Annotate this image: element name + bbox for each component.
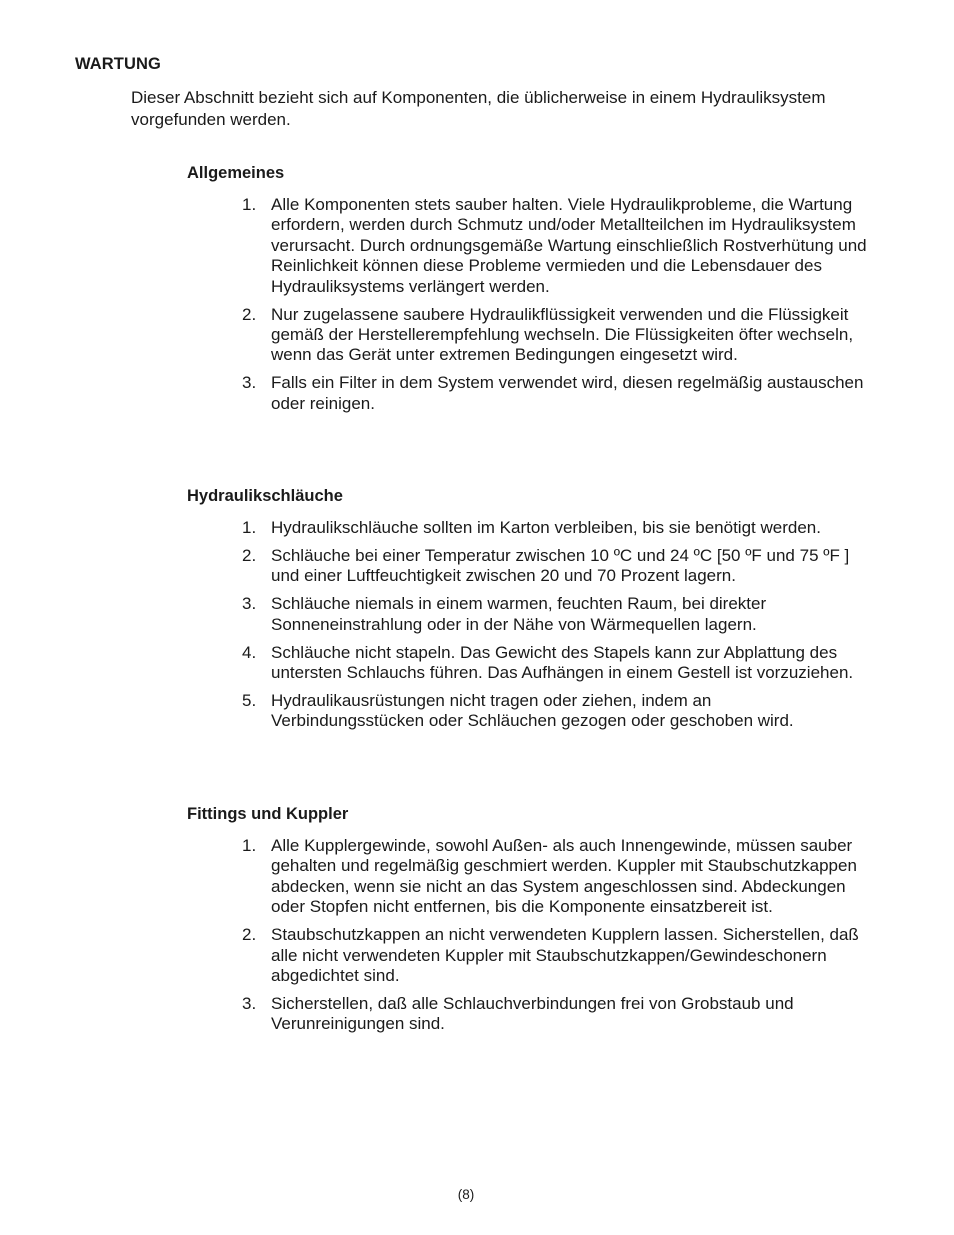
list-item-text: Hydraulikausrüstungen nicht tragen oder ziehen, indem an Verbindungsstücken oder Schläuchen gezogen oder geschoben wird. xyxy=(271,690,794,731)
list-item-text: Schläuche nicht stapeln. Das Gewicht des Stapels kann zur Abplattung des untersten Schlauchs führen. Das Aufhängen in einem Gestell ist vorzuziehen. xyxy=(271,642,854,682)
list-item-text: Nur zugelassene saubere Hydraulikflüssigkeit verwenden und die Flüssigkeit gemäß der Herstellerempfehlung wechseln. Die Flüssigkeiten öfter wechseln, wenn das Gerät unter extremen Bedingungen eingesetzt wird. xyxy=(271,304,854,365)
section-heading: Fittings und Kuppler xyxy=(187,805,349,823)
section-heading: Allgemeines xyxy=(187,164,285,182)
section-heading: Hydraulikschläuche xyxy=(187,487,343,505)
page-number: (8) xyxy=(457,1187,475,1202)
list-item xyxy=(187,594,867,635)
list-item xyxy=(187,518,867,538)
list-item xyxy=(187,643,867,684)
list-item-number: 4. xyxy=(242,642,257,662)
section-allgemeines xyxy=(187,163,867,422)
list-item xyxy=(187,305,867,366)
list-item-number: 3. xyxy=(242,594,257,614)
list-item xyxy=(187,925,867,986)
list-item-text: Falls ein Filter in dem System verwendet wird, diesen regelmäßig austauschen oder reinigen. xyxy=(271,373,864,413)
list-item-number: 1. xyxy=(242,836,257,855)
list-item-text: Alle Kupplergewinde, sowohl Außen- als auch Innengewinde, müssen sauber gehalten und regelmäßig geschmiert werden. Kuppler mit Staubschutzkappen abdecken, wenn sie nicht an das System angeschlossen sind. Abdeckungen oder Stopfen nicht entfernen, bis die Komponente einsatzbereit ist. xyxy=(271,836,857,917)
list-item-number: 2. xyxy=(242,925,257,945)
list-item xyxy=(187,195,867,297)
list-item xyxy=(187,546,867,587)
section-hydraulikschlaeuche xyxy=(187,486,867,739)
list-item xyxy=(187,691,867,732)
list-item-text: Hydraulikschläuche sollten im Karton verbleiben, bis sie benötigt werden. xyxy=(271,518,821,537)
list-item-number: 3. xyxy=(242,993,257,1013)
list-item-number: 5. xyxy=(242,690,257,710)
list-item-text: Sicherstellen, daß alle Schlauchverbindungen frei von Grobstaub und Verunreinigungen sind. xyxy=(271,993,794,1034)
list-item-number: 2. xyxy=(242,304,257,324)
list-item-text: Staubschutzkappen an nicht verwendeten Kupplern lassen. Sicherstellen, daß alle nicht verwendeten Kuppler mit Staubschutzkappen/Gewindeschonern abgedichtet sind. xyxy=(271,925,859,985)
list-item-text: Schläuche niemals in einem warmen, feuchten Raum, bei direkter Sonneneinstrahlung oder in der Nähe von Wärmequellen lagern. xyxy=(271,594,767,634)
page-title: WARTUNG xyxy=(75,55,161,73)
list-item-number: 2. xyxy=(242,545,257,565)
intro-paragraph: Dieser Abschnitt bezieht sich auf Komponenten, die üblicherweise in einem Hydrauliksystem vorgefunden werden. xyxy=(131,88,826,129)
list-item xyxy=(187,373,867,414)
list-item xyxy=(187,836,867,918)
list-item-number: 1. xyxy=(242,195,257,214)
list-item-number: 1. xyxy=(242,518,257,537)
list-item-number: 3. xyxy=(242,373,257,393)
list-item xyxy=(187,994,867,1035)
section-fittings-kuppler xyxy=(187,804,867,1042)
list-item-text: Schläuche bei einer Temperatur zwischen 10 ºC und 24 ºC [50 ºF und 75 ºF ] und einer Luftfeuchtigkeit zwischen 20 und 70 Prozent lagern. xyxy=(271,545,850,586)
list-item-text: Alle Komponenten stets sauber halten. Viele Hydraulikprobleme, die Wartung erfordern, werden durch Schmutz und/oder Metallteilchen im Hydrauliksystem verursacht. Durch ordnungsgemäße Wartung einschließlich Rostverhütung und Reinlichkeit können diese Probleme vermieden und die Lebensdauer des Hydrauliksystems verlängert werden. xyxy=(271,195,867,296)
